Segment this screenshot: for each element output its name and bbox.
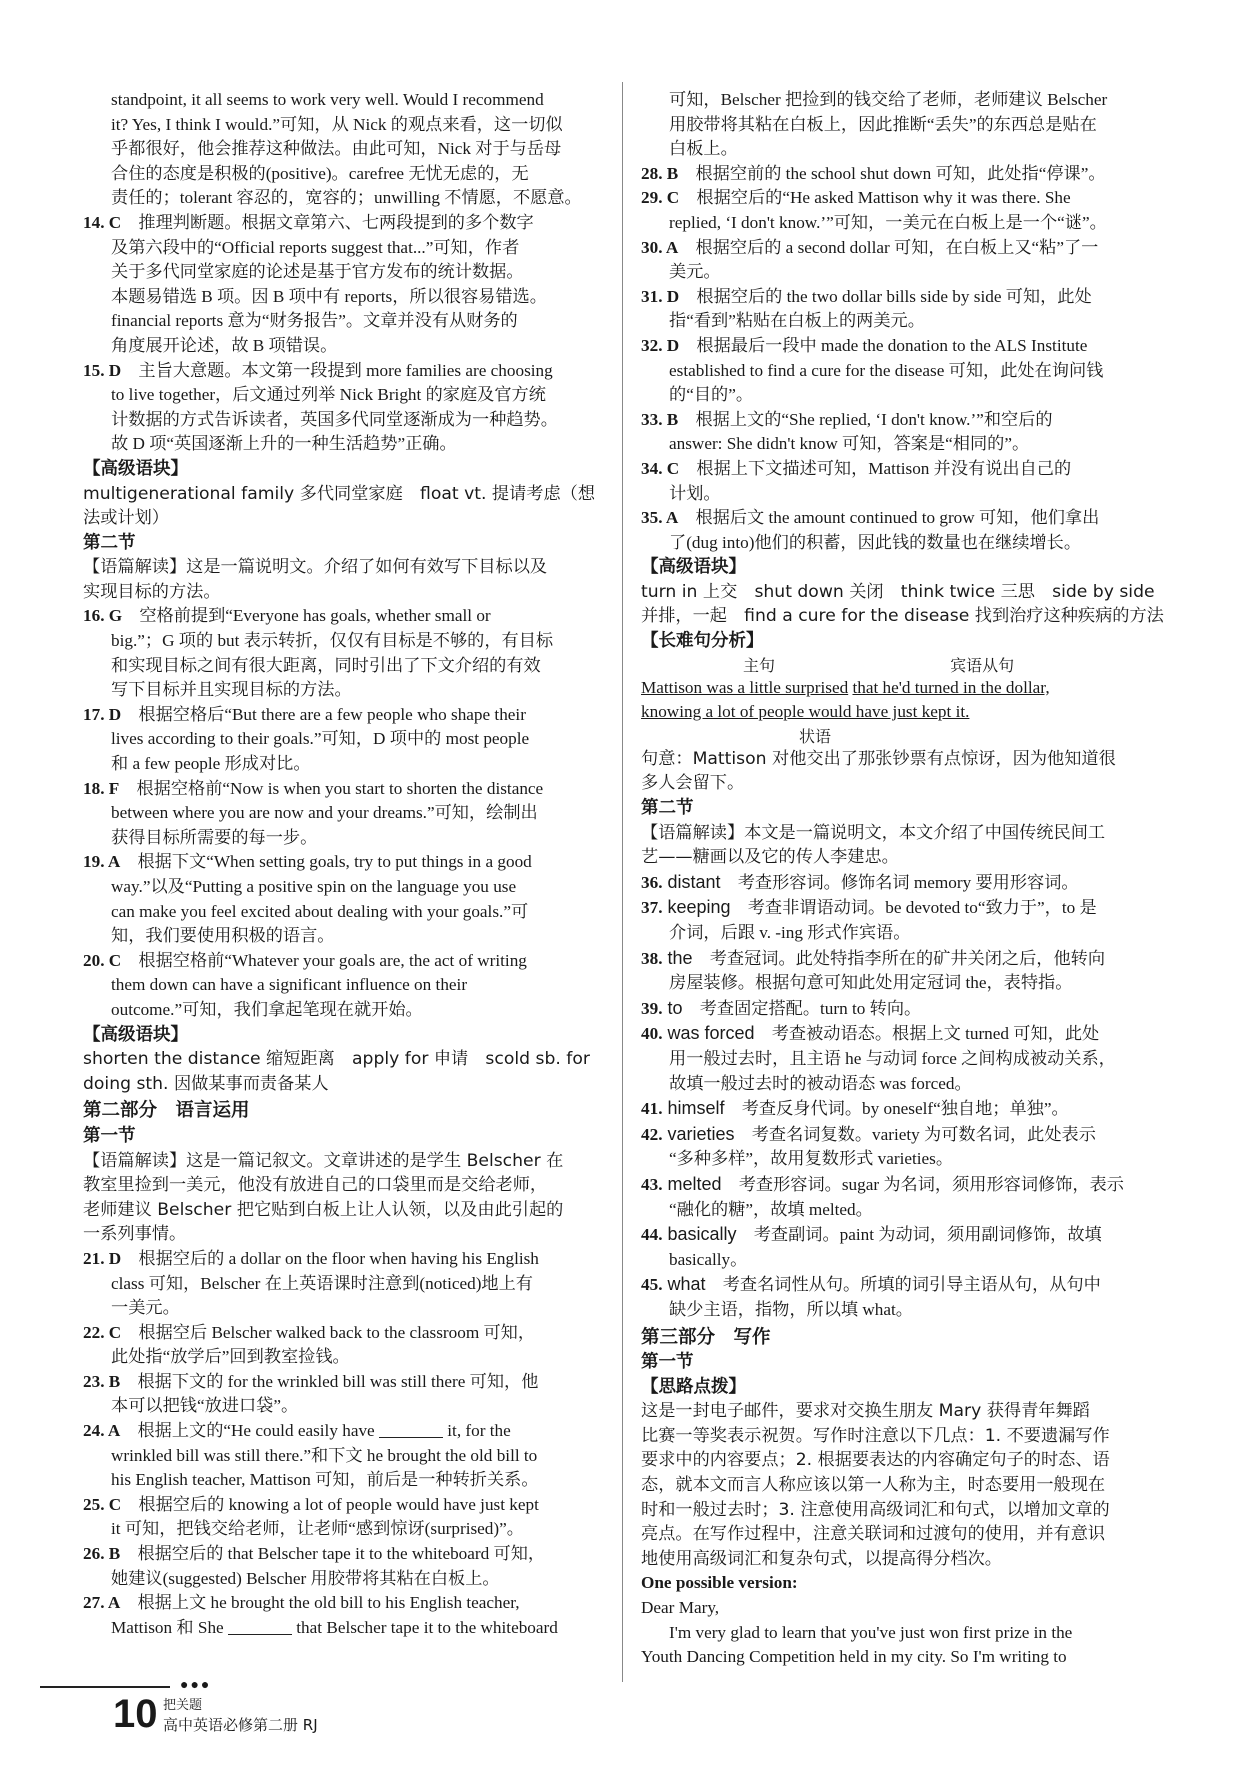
answer-40-number: 40. [641,1024,663,1044]
answer-21-line: 一美元。 [111,1298,180,1318]
passage-interpretation-3-line: 艺——糖画以及它的传人李建忠。 [641,847,899,868]
answer-32-line: established to find a cure for the disease 可知，此处在询问钱 [669,360,1104,380]
answer-19-line: 19. A 根据下文“When setting goals, try to put things in a good [83,852,532,872]
answer-20-line: outcome.”可知，我们拿起笔现在就开始。 [111,999,423,1019]
advanced-chunks-title-1: 【高级语块】 [83,458,188,479]
passage-interpretation-3-line: 【语篇解读】本文是一篇说明文，本文介绍了中国传统民间工 [641,822,1106,843]
answer-28-number: 28. B [641,163,679,183]
section-2-title: 第二节 [83,532,136,553]
answer-20-line: 20. C 根据空格前“Whatever your goals are, the act of writing [83,950,527,970]
answer-14-line: 角度展开论述，故 B 项错误。 [111,335,338,355]
answer-25-number: 25. C [83,1494,122,1514]
page-number: 10 [113,1692,158,1736]
q13-continuation [83,88,605,211]
answer-37 [641,895,1166,945]
label-adverbial: 状语 [799,726,832,746]
answer-17 [83,703,605,777]
answer-16-line: 写下目标并且实现目标的方法。 [111,680,352,700]
answer-16 [83,604,605,702]
footer-rule [40,1686,170,1688]
answer-15-line: 计数据的方式告诉读者，英国多代同堂逐渐成为一种趋势。 [111,409,558,429]
q27-continuation-line: 可知，Belscher 把捡到的钱交给了老师，老师建议 Belscher [669,90,1108,109]
answer-15-number: 15. D [83,360,122,380]
passage-interpretation-1 [83,555,605,604]
answer-15-line: 15. D 主旨大意题。本文第一段提到 more families are choosing [83,360,553,380]
answer-32-line: 32. D 根据最后一段中 made the donation to the ALS Institute [641,335,1088,355]
answer-43 [641,1172,1166,1222]
advanced-chunks-1 [83,482,605,531]
answer-27-blank [228,1618,292,1635]
passage-interpretation-2-line: 老师建议 Belscher 把它贴到白板上让人认领，以及由此引起的 [83,1199,564,1220]
answer-40-answer: was forced [662,1023,755,1044]
passage-interpretation-3 [641,821,1166,870]
answer-27-pre: Mattison 和 She [111,1617,224,1637]
answer-18-line: between where you are now and your dreams.”可知，绘制出 [111,803,538,823]
answer-30-number: 30. A [641,237,679,257]
answer-33-line: 33. B 根据上文的“She replied, ‘I don't know.’”和空后的 [641,409,1053,429]
answer-43-number: 43. [641,1174,663,1194]
column-divider [622,82,623,1682]
answer-24-line: wrinkled bill was still there.”和下文 he brought the old bill to [111,1445,538,1465]
answer-45-line: 缺少主语，指物，所以填 what。 [669,1299,913,1319]
answer-38-answer: the [662,947,693,968]
answer-35-line: 了(dug into)他们的积蓄，因此钱的数量也在继续增长。 [669,532,1082,552]
answer-21-number: 21. D [83,1248,122,1268]
thinking-tips-line: 这是一封电子邮件，要求对交换生朋友 Mary 获得青年舞蹈 [641,1401,1090,1422]
section-1b-title: 第一节 [641,1352,694,1373]
answer-44-answer: basically [662,1224,737,1245]
answer-29-line: replied, ‘I don't know.’”可知，一美元在白板上是一个“谜”。 [669,212,1107,232]
answer-21-line: 21. D 根据空后的 a dollar on the floor when having his English [83,1248,539,1268]
thinking-tips-title: 【思路点拨】 [641,1376,746,1397]
answer-16-line: big.”；G 项的 but 表示转折，仅仅有目标是不够的，有目标 [111,631,554,651]
answer-42-number: 42. [641,1124,663,1144]
right-column [641,88,1166,1670]
passage-interpretation-2-line: 一系列事情。 [83,1224,187,1245]
answer-38-number: 38. [641,948,663,968]
advanced-chunks-3-line: 并排，一起 find a cure for the disease 找到治疗这种疾病的方法 [641,606,1164,627]
answer-17-line: 17. D 根据空格后“But there are a few people who shape their [83,704,526,724]
answer-25 [83,1493,605,1542]
adverbial-phrase: knowing a lot of people would have just kept it. [641,702,970,722]
answer-25-line: it 可知，把钱交给老师，让老师“感到惊讶(surprised)”。 [111,1519,524,1539]
answer-27-number: 27. A [83,1593,121,1613]
answer-27-post: that Belscher tape it to the whiteboard [296,1617,558,1637]
answer-22-line: 22. C 根据空后 Belscher walked back to the classroom 可知， [83,1322,536,1342]
answer-39 [641,996,1166,1022]
answer-14-line: 本题易错选 B 项。因 B 项中有 reports，所以很容易错选。 [111,286,547,306]
answer-37-answer: keeping [662,897,731,918]
answer-22-number: 22. C [83,1322,122,1342]
answer-45 [641,1272,1166,1322]
answer-32 [641,334,1166,408]
answer-18-number: 18. F [83,778,120,798]
answer-43-line: 43. melted 考查形容词。sugar 为名词，须用形容词修饰，表示 [641,1173,1124,1194]
answer-42-line: “多种多样”，故用复数形式 varieties。 [669,1149,954,1169]
answer-27-line1: 根据上文 he brought the old bill to his English teacher, [137,1593,520,1613]
syntax-labels-bottom [641,725,1166,747]
answer-16-number: 16. G [83,606,123,626]
answer-26 [83,1542,605,1591]
answer-23 [83,1370,605,1419]
answer-19 [83,850,605,948]
answer-36-number: 36. [641,872,663,892]
advanced-chunks-3-line: turn in 上交 shut down 关闭 think twice 三思 side by side [641,581,1155,602]
passage-interpretation-2 [83,1149,605,1247]
answer-24-pre: 根据上文的“He could easily have [137,1421,375,1441]
answer-20 [83,949,605,1023]
q13-continuation-line: 责任的；tolerant 容忍的，宽容的；unwilling 不情愿，不愿意。 [111,188,582,208]
section-2b-title: 第二节 [641,798,694,819]
answer-31 [641,285,1166,334]
answer-31-line: 指“看到”粘贴在白板上的两美元。 [669,311,925,331]
answer-24 [83,1419,605,1493]
thinking-tips-line: 亮点。在写作过程中，注意关联词和过渡句的使用，并有意识 [641,1524,1106,1545]
answer-22-line: 此处指“放学后”回到教室捡钱。 [111,1347,350,1367]
answer-20-number: 20. C [83,950,122,970]
left-column [83,88,605,1640]
answer-18-line: 获得目标所需要的每一步。 [111,827,318,847]
label-main-clause: 主句 [743,655,776,675]
q27-continuation-line: 用胶带将其粘在白板上，因此推断“丢失”的东西总是贴在 [669,114,1097,134]
advanced-chunks-2-line: shorten the distance 缩短距离 apply for 申请 scold sb. for [83,1049,590,1070]
answer-44-line: basically。 [669,1249,748,1269]
label-object-clause: 宾语从句 [950,655,1015,675]
answer-42-answer: varieties [662,1123,735,1144]
sentence-meaning-line: 句意：Mattison 对他交出了那张钞票有点惊讶，因为他知道很 [641,748,1116,769]
answer-35-line: 35. A 根据后文 the amount continued to grow 可知，他们拿出 [641,508,1100,528]
thinking-tips-line: 要求中的内容要点；2. 根据要表达的内容确定句子的时态、语 [641,1450,1110,1471]
brand-label: 把关题 [163,1698,203,1713]
answer-45-answer: what [662,1274,706,1295]
answer-16-line: 和实现目标之间有很大距离，同时引出了下文介绍的有效 [111,655,541,675]
answer-27 [83,1591,605,1640]
answer-25-line: 25. C 根据空后的 knowing a lot of people would have just kept [83,1494,539,1514]
answer-24-post: it, for the [447,1421,511,1441]
letter-greeting: Dear Mary, [641,1598,720,1618]
answer-23-number: 23. B [83,1371,121,1391]
answer-14 [83,211,605,359]
answer-41 [641,1096,1166,1122]
answer-14-number: 14. C [83,212,122,232]
answer-44-number: 44. [641,1225,663,1245]
answer-32-line: 的“目的”。 [669,385,754,405]
answer-42 [641,1122,1166,1172]
answer-37-line: 介词，后跟 v. -ing 形式作宾语。 [669,923,911,942]
answer-41-answer: himself [662,1098,725,1119]
answer-31-line: 31. D 根据空后的 the two dollar bills side by side 可知，此处 [641,286,1092,306]
q27-continuation [641,88,1166,162]
answer-44-line: 44. basically 考查副词。paint 为动词，须用副词修饰，故填 [641,1224,1102,1245]
advanced-chunks-3 [641,580,1166,629]
part-3-title: 第三部分 写作 [641,1326,771,1348]
answer-19-line: can make you feel excited about dealing with your goals.”可 [111,901,529,921]
answer-36 [641,870,1166,896]
syntax-labels-top [641,654,1166,676]
answer-43-line: “融化的糖”，故填 melted。 [669,1199,873,1219]
answer-37-line: 37. keeping 考查非谓语动词。be devoted to“致力于”，to 是 [641,897,1097,918]
possible-version-title: One possible version: [641,1573,798,1593]
answer-24-number: 24. A [83,1421,121,1441]
passage-interpretation-1-line: 【语篇解读】这是一篇说明文。介绍了如何有效写下目标以及 [83,557,548,578]
answer-19-line: way.”以及“Putting a positive spin on the language you use [111,877,517,896]
letter-body-line: Youth Dancing Competition held in my city. So I'm writing to [641,1647,1067,1667]
passage-interpretation-2-line: 【语篇解读】这是一篇记叙文。文章讲述的是学生 Belscher 在 [83,1150,564,1171]
answer-39-line: 39. to 考查固定搭配。turn to 转向。 [641,997,922,1018]
answer-38-line: 38. the 考查冠词。此处特指李所在的矿井关闭之后，他转向 [641,947,1106,968]
answer-35 [641,506,1166,555]
answer-15 [83,359,605,457]
page-footer [40,1678,600,1762]
sentence-meaning-line: 多人会留下。 [641,773,745,794]
answer-35-number: 35. A [641,508,679,528]
passage-interpretation-1-line: 实现目标的方法。 [83,581,221,602]
answer-14-line: 14. C 推理判断题。根据文章第六、七两段提到的多个数字 [83,212,534,232]
answer-19-line: 知，我们要使用积极的语言。 [111,926,335,946]
answer-34-line: 34. C 根据上下文描述可知，Mattison 并没有说出自己的 [641,458,1072,478]
advanced-chunks-title-2: 【高级语块】 [83,1024,188,1045]
answer-17-line: lives according to their goals.”可知，D 项中的 most people [111,729,530,749]
q13-continuation-line: 合住的态度是积极的(positive)。carefree 无忧无虑的，无 [111,163,529,183]
answer-30-line: 30. A 根据空后的 a second dollar 可知，在白板上又“粘”了一 [641,237,1099,257]
answer-40-line: 40. was forced 考查被动语态。根据上文 turned 可知，此处 [641,1023,1100,1044]
answer-44 [641,1222,1166,1272]
advanced-chunks-2 [83,1047,605,1096]
answer-26-line: 她建议(suggested) Belscher 用胶带将其粘在白板上。 [111,1568,500,1588]
answer-20-line: them down can have a significant influence on their [111,975,468,995]
answer-33-line: answer: She didn't know 可知，答案是“相同的”。 [669,434,1030,454]
answer-38-line: 房屋装修。根据句意可知此处用定冠词 the，表特指。 [669,973,1073,993]
part-2-title: 第二部分 语言运用 [83,1100,250,1122]
answer-40 [641,1021,1166,1096]
q13-continuation-line: standpoint, it all seems to work very well. Would I recommend [111,90,544,109]
answer-18-line: 18. F 根据空格前“Now is when you start to shorten the distance [83,778,544,798]
thinking-tips [641,1399,1166,1571]
answer-32-number: 32. D [641,335,680,355]
answer-41-line: 41. himself 考查反身代词。by oneself“独自地；单独”。 [641,1098,1069,1119]
advanced-chunks-1-line: 法或计划） [83,508,169,529]
q13-continuation-line: it? Yes, I think I would.”可知，从 Nick 的观点来看，这一切似 [111,114,563,134]
answer-34-number: 34. C [641,458,680,478]
answer-28-line: 28. B 根据空前的 the school shut down 可知，此处指“停课”。 [641,163,1106,183]
answer-14-line: 关于多代同堂家庭的论述是基于官方发布的统计数据。 [111,262,524,282]
answer-15-line: 故 D 项“英国逐渐上升的一种生活趋势”正确。 [111,434,457,454]
answer-17-number: 17. D [83,704,122,724]
sentence-structure-diagram [641,654,1166,747]
answer-24-line: his English teacher, Mattison 可知，前后是一种转折关系。 [111,1470,539,1490]
answer-38 [641,946,1166,996]
answer-28 [641,162,1166,187]
answer-33-number: 33. B [641,409,679,429]
letter-body [641,1621,1166,1670]
answer-26-number: 26. B [83,1544,121,1564]
answer-42-line: 42. varieties 考查名词复数。variety 为可数名词，此处表示 [641,1123,1096,1144]
answer-15-line: to live together，后文通过列举 Nick Bright 的家庭及官方统 [111,385,546,405]
thinking-tips-line: 态，就本文而言人称应该以第一人称为主，时态要用一般现在 [641,1475,1106,1496]
answer-33 [641,408,1166,457]
answer-36-line: 36. distant 考查形容词。修饰名词 memory 要用形容词。 [641,871,1079,892]
section-1-title: 第一节 [83,1125,136,1146]
answer-21 [83,1247,605,1321]
answer-23-line: 本可以把钱“放进口袋”。 [111,1396,299,1416]
answer-29 [641,186,1166,235]
answer-18 [83,777,605,851]
passage-interpretation-2-line: 教室里捡到一美元，他没有放进自己的口袋里而是交给老师， [83,1175,548,1196]
answer-45-line: 45. what 考查名词性从句。所填的词引导主语从句，从句中 [641,1274,1101,1295]
thinking-tips-line: 比赛一等奖表示祝贺。写作时注意以下几点：1. 不要遗漏写作 [641,1425,1110,1446]
answer-19-number: 19. A [83,852,121,872]
answer-16-line: 16. G 空格前提到“Everyone has goals, whether small or [83,606,491,626]
answer-23-line: 23. B 根据下文的 for the wrinkled bill was still there 可知，他 [83,1371,539,1391]
object-clause: that he'd turned in the dollar, [852,677,1050,697]
answer-17-line: 和 a few people 形成对比。 [111,754,311,774]
answer-41-number: 41. [641,1099,663,1119]
answer-45-number: 45. [641,1275,663,1295]
answer-36-answer: distant [662,871,721,892]
advanced-chunks-title-3: 【高级语块】 [641,557,746,578]
answer-30-line: 美元。 [669,262,721,282]
answer-39-answer: to [662,997,683,1018]
answer-26-line: 26. B 根据空后的 that Belscher tape it to the whiteboard 可知， [83,1544,546,1564]
q27-continuation-line: 白板上。 [669,139,738,159]
long-sentence-analysis-title: 【长难句分析】 [641,631,764,652]
answer-29-number: 29. C [641,188,680,208]
advanced-chunks-1-line: multigenerational family 多代同堂家庭 float vt. 提请考虑（想 [83,483,596,504]
footer-dots: ●●● [180,1678,212,1693]
main-clause: Mattison was a little surprised [641,677,849,697]
answer-43-answer: melted [662,1173,722,1194]
book-title: 高中英语必修第二册 RJ [163,1716,318,1734]
answer-31-number: 31. D [641,286,680,306]
answer-40-line: 用一般过去时，且主语 he 与动词 force 之间构成被动关系， [669,1048,1116,1068]
answer-34 [641,457,1166,506]
answer-34-line: 计划。 [669,483,721,503]
answer-22 [83,1321,605,1370]
sentence-meaning [641,747,1166,796]
thinking-tips-line: 时和一般过去时；3. 注意使用高级词汇和句式，以增加文章的 [641,1499,1110,1520]
answer-37-number: 37. [641,898,663,918]
letter-body-line: I'm very glad to learn that you've just won first prize in the [669,1622,1073,1642]
answer-14-line: financial reports 意为“财务报告”。文章并没有从财务的 [111,311,518,331]
answer-39-number: 39. [641,998,663,1018]
answer-40-line: 故填一般过去时的被动语态 was forced。 [669,1073,972,1093]
q13-continuation-line: 乎都很好，他会推荐这种做法。由此可知，Nick 对于与岳母 [111,139,562,159]
advanced-chunks-2-line: doing sth. 因做某事而责备某人 [83,1073,329,1094]
answer-29-line: 29. C 根据空后的“He asked Mattison why it was there. She [641,188,1071,208]
answer-24-blank [379,1421,443,1438]
answer-14-line: 及第六段中的“Official reports suggest that...”可知，作者 [111,237,520,257]
answer-21-line: class 可知，Belscher 在上英语课时注意到(noticed)地上有 [111,1273,533,1293]
thinking-tips-line: 地使用高级词汇和复杂句式，以提高得分档次。 [641,1548,1002,1569]
answer-30 [641,236,1166,285]
